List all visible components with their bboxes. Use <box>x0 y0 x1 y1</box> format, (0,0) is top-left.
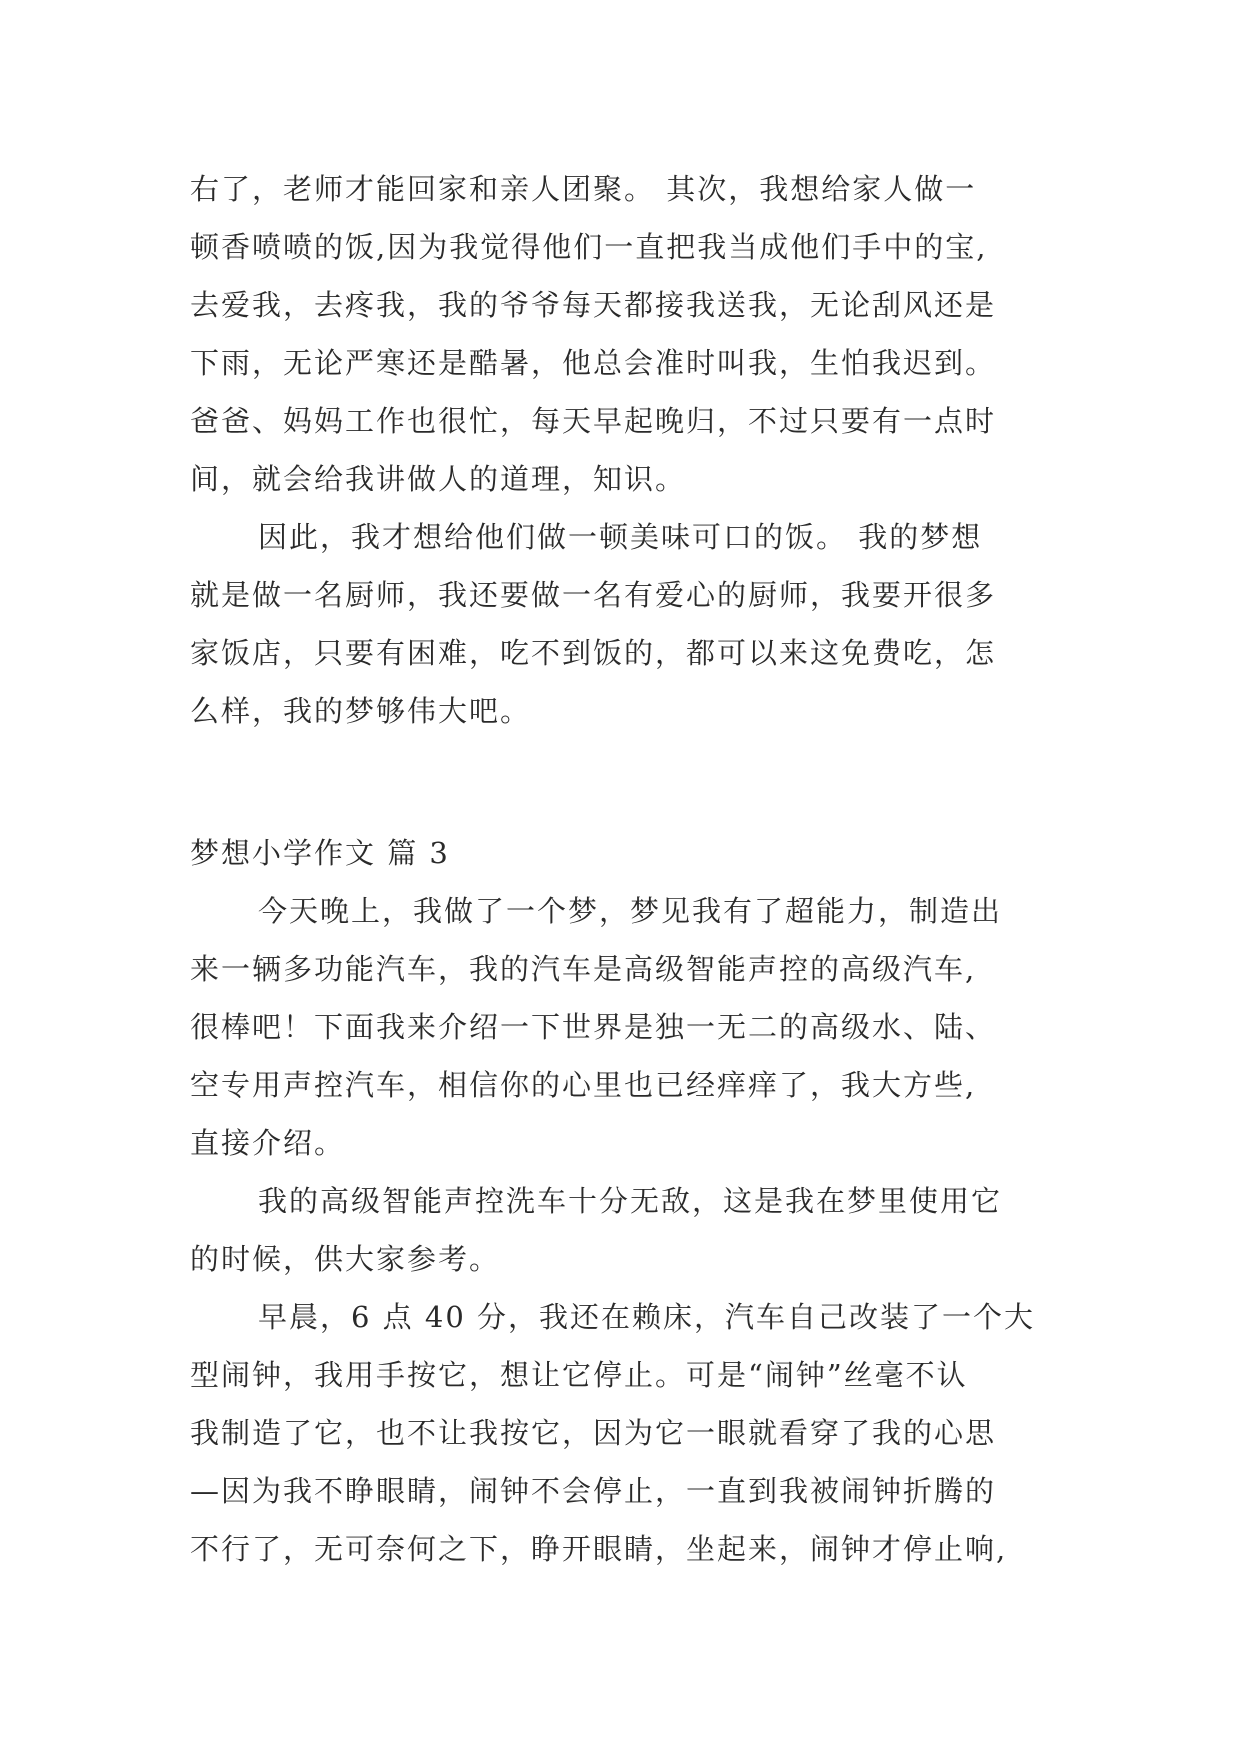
text-line: 间，就会给我讲做人的道理，知识。 <box>190 462 687 496</box>
paragraph-intro <box>190 882 1070 1172</box>
text-line: 我制造了它，也不让我按它，因为它一眼就看穿了我的心思 <box>190 1416 997 1450</box>
text-line: 直接介绍。 <box>190 1126 346 1160</box>
text-line: 今天晚上，我做了一个梦，梦见我有了超能力，制造出 <box>258 894 1003 928</box>
text-line: 因此，我才想给他们做一顿美味可口的饭。 我的梦想 <box>258 520 983 554</box>
text-line: 去爱我，去疼我，我的爷爷每天都接我送我，无论刮风还是 <box>190 288 997 322</box>
text-line: 的时候，供大家参考。 <box>190 1242 501 1276</box>
text-line: 右了，老师才能回家和亲人团聚。 其次，我想给家人做一 <box>190 172 977 206</box>
text-line: 就是做一名厨师，我还要做一名有爱心的厨师，我要开很多 <box>190 578 997 612</box>
text-line: 顿香喷喷的饭,因为我觉得他们一直把我当成他们手中的宝, <box>190 230 988 264</box>
text-line: 下雨，无论严寒还是酷暑，他总会准时叫我，生怕我迟到。 <box>190 346 997 380</box>
section-gap <box>190 740 1070 824</box>
paragraph-usage <box>190 1172 1070 1288</box>
paragraph-morning <box>190 1288 1070 1578</box>
text-line: 来一辆多功能汽车，我的汽车是高级智能声控的高级汽车, <box>190 952 977 986</box>
document-body <box>190 160 1070 1578</box>
paragraph-continuation <box>190 160 1070 508</box>
text-line: 不行了，无可奈何之下，睁开眼睛，坐起来，闹钟才停止响, <box>190 1532 1008 1566</box>
text-line: 型闹钟，我用手按它，想让它停止。可是“闹钟”丝毫不认 <box>190 1358 968 1392</box>
text-line: —因为我不睁眼睛，闹钟不会停止，一直到我被闹钟折腾的 <box>190 1474 997 1508</box>
paragraph-dream-chef <box>190 508 1070 740</box>
text-line: 我的高级智能声控洗车十分无敌，这是我在梦里使用它 <box>258 1184 1003 1218</box>
text-line: 么样，我的梦够伟大吧。 <box>190 694 532 728</box>
text-line: 早晨，6 点 40 分，我还在赖床，汽车自己改装了一个大 <box>258 1300 1036 1334</box>
text-line: 很棒吧！下面我来介绍一下世界是独一无二的高级水、陆、 <box>190 1010 997 1044</box>
section-heading: 梦想小学作文 篇 3 <box>190 836 450 870</box>
text-line: 爸爸、妈妈工作也很忙，每天早起晚归，不过只要有一点时 <box>190 404 997 438</box>
text-line: 家饭店，只要有困难，吃不到饭的，都可以来这免费吃，怎 <box>190 636 997 670</box>
text-line: 空专用声控汽车，相信你的心里也已经痒痒了，我大方些, <box>190 1068 977 1102</box>
